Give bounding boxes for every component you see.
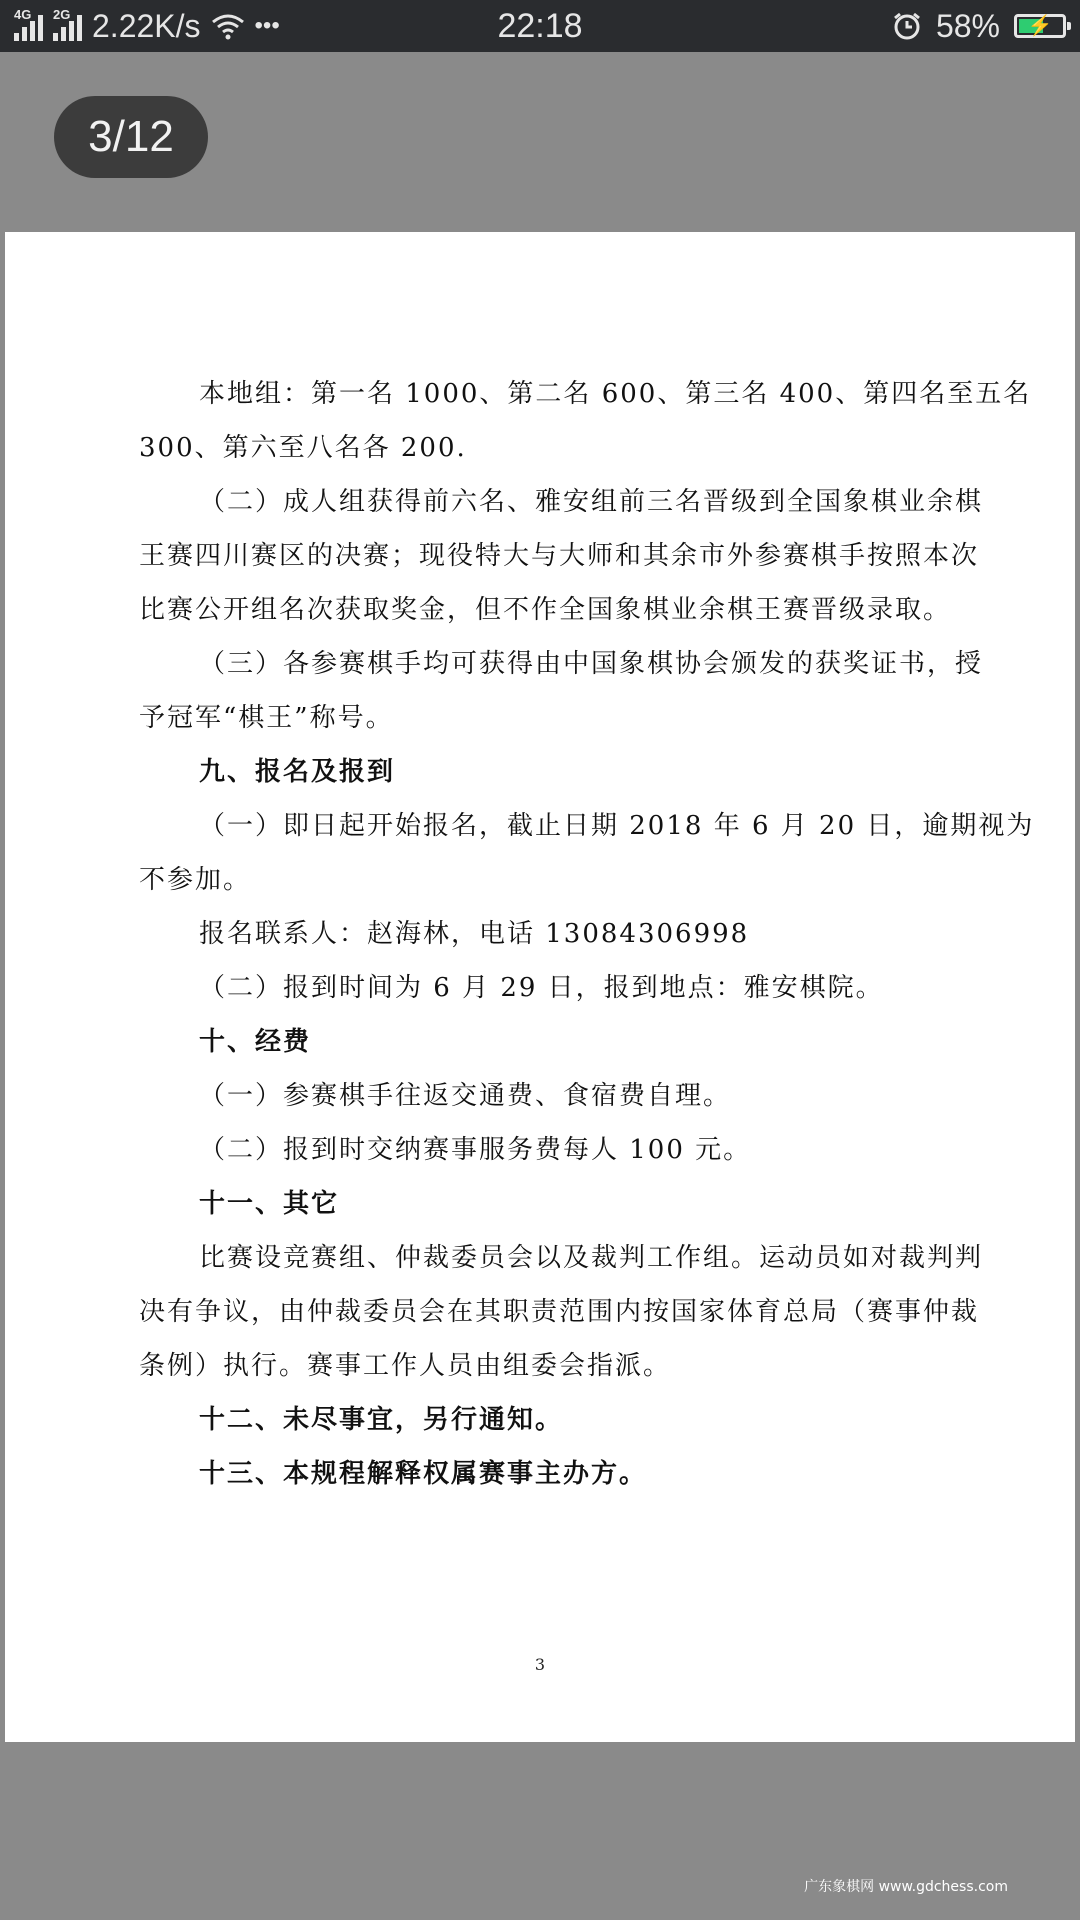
network-type-label: 4G xyxy=(14,7,32,22)
page-indicator: 3/12 xyxy=(54,96,208,178)
text-line: 条例）执行。赛事工作人员由组委会指派。 xyxy=(139,1351,672,1381)
battery-icon xyxy=(1014,14,1066,38)
text-line: 比赛公开组名次获取奖金，但不作全国象棋业余棋王赛晋级录取。 xyxy=(139,595,952,625)
alarm-icon xyxy=(892,11,922,41)
section-heading: 九、报名及报到 xyxy=(199,757,396,787)
page-number: 3 xyxy=(534,1655,546,1674)
section-heading: 十二、未尽事宜，另行通知。 xyxy=(199,1405,564,1435)
text-line: （二）报到时交纳赛事服务费每人 100 元。 xyxy=(199,1135,752,1165)
text-line: 300、第六至八名各 200. xyxy=(139,433,467,463)
document-text xyxy=(139,367,1035,1501)
text-line: 不参加。 xyxy=(139,865,252,895)
text-line: 予冠军“棋王”称号。 xyxy=(139,703,394,733)
section-heading: 十一、其它 xyxy=(199,1189,340,1219)
text-line: （二）报到时间为 6 月 29 日，报到地点：雅安棋院。 xyxy=(199,973,884,1003)
text-line: 报名联系人：赵海林，电话 13084306998 xyxy=(199,919,750,949)
text-line: （一）即日起开始报名，截止日期 2018 年 6 月 20 日，逾期视为 xyxy=(199,811,1035,841)
more-notifications-icon: ••• xyxy=(254,12,280,39)
charging-bolt-icon: ⚡ xyxy=(1027,15,1053,37)
clock: 22:18 xyxy=(497,7,583,45)
text-line: （三）各参赛棋手均可获得由中国象棋协会颁发的获奖证书，授 xyxy=(199,649,984,679)
section-heading: 十、经费 xyxy=(199,1027,312,1057)
network-speed: 2.22K/s xyxy=(92,7,201,44)
text-line: 比赛设竞赛组、仲裁委员会以及裁判工作组。运动员如对裁判判 xyxy=(199,1243,984,1273)
network-type-label: 2G xyxy=(53,7,71,22)
text-line: 决有争议，由仲裁委员会在其职责范围内按国家体育总局（赛事仲裁 xyxy=(139,1297,980,1327)
text-line: （一）参赛棋手往返交通费、食宿费自理。 xyxy=(199,1081,732,1111)
section-heading: 十三、本规程解释权属赛事主办方。 xyxy=(199,1459,648,1489)
document-page[interactable] xyxy=(5,232,1075,1742)
text-line: 本地组：第一名 1000、第二名 600、第三名 400、第四名至五名 xyxy=(199,379,1032,409)
text-line: 王赛四川赛区的决赛；现役特大与大师和其余市外参赛棋手按照本次 xyxy=(139,541,980,571)
watermark: 广东象棋网 www.gdchess.com xyxy=(804,1879,1008,1895)
status-bar xyxy=(0,0,1080,52)
status-right xyxy=(892,0,1066,52)
battery-percent: 58% xyxy=(935,7,1000,44)
text-line: （二）成人组获得前六名、雅安组前三名晋级到全国象棋业余棋 xyxy=(199,487,984,517)
